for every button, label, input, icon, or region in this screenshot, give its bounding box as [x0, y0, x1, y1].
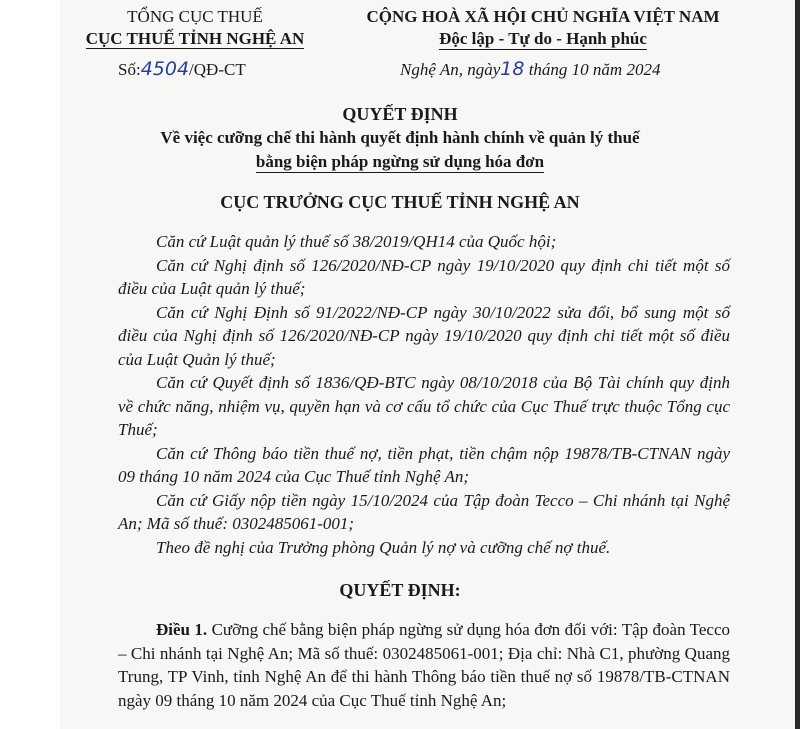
subject-line-2: bằng biện pháp ngừng sử dụng hóa đơn	[255, 152, 545, 171]
document-subject	[0, 126, 800, 174]
article-1	[118, 618, 730, 712]
document-title: QUYẾT ĐỊNH	[342, 104, 458, 124]
issue-date-suffix: tháng 10 năm 2024	[528, 60, 661, 79]
legal-basis-item: Căn cứ Luật quản lý thuế số 38/2019/QH14 của Quốc hội;	[156, 232, 557, 251]
country-name: CỘNG HOÀ XÃ HỘI CHỦ NGHĨA VIỆT NAM	[366, 7, 720, 26]
legal-basis-item: Căn cứ Giấy nộp tiền ngày 15/10/2024 của Tập đoàn Tecco – Chi nhánh tại Nghệ An; Mã số thuế: 0302485061-001;	[118, 490, 730, 533]
legal-basis-item: Căn cứ Quyết định số 1836/QĐ-BTC ngày 08/10/2018 của Bộ Tài chính quy định về chức năng, nhiệm vụ, quyền hạn và cơ cấu tổ chức của Cục Thuế trực thuộc Tổng cục Thuế;	[118, 373, 730, 439]
document-number-handwritten: 4504	[140, 58, 190, 80]
agency-name	[65, 28, 325, 50]
legal-basis-item: Căn cứ Thông báo tiền thuế nợ, tiền phạt, tiền chậm nộp 19878/TB-CTNAN ngày 09 tháng 10 năm 2024 của Cục Thuế tỉnh Nghệ An;	[118, 443, 730, 486]
article-1-label: Điều 1.	[156, 620, 208, 639]
issuing-agency-block	[65, 6, 325, 50]
document-number-prefix: Số:	[118, 60, 141, 79]
issue-date-prefix: Nghệ An, ngày	[400, 60, 501, 79]
decision-heading: QUYẾT ĐỊNH:	[339, 580, 461, 600]
issue-date-day-handwritten: 18	[500, 58, 525, 80]
agency-name-text: CỤC THUẾ TỈNH NGHỆ AN	[85, 29, 305, 48]
document-number	[118, 58, 246, 80]
legal-basis-item: Theo đề nghị của Trưởng phòng Quản lý nợ và cưỡng chế nợ thuế.	[156, 537, 611, 557]
legal-bases	[118, 230, 730, 559]
national-header-block	[358, 6, 728, 50]
parent-agency-name: TỔNG CỤC THUẾ	[127, 7, 263, 26]
article-1-paragraph	[118, 618, 730, 712]
document-number-suffix: /QĐ-CT	[189, 60, 246, 79]
subject-line-1: Về việc cưỡng chế thi hành quyết định hành chính về quản lý thuế	[160, 128, 640, 147]
issue-date	[400, 58, 660, 80]
article-1-text: Cưỡng chế bằng biện pháp ngừng sử dụng hóa đơn đối với: Tập đoàn Tecco – Chi nhánh tại Nghệ An; Mã số thuế: 0302485061-001; Địa chỉ: Nhà C1, phường Quang Trung, TP Vinh, tỉnh Nghệ An để thi hành Thông báo tiền thuế nợ số 19878/TB-CTNAN ngày 09 tháng 10 năm 2024 của Cục Thuế tỉnh Nghệ An;	[118, 620, 731, 710]
issuing-authority: CỤC TRƯỞNG CỤC THUẾ TỈNH NGHỆ AN	[220, 192, 580, 212]
legal-basis-item: Căn cứ Nghị Định số 91/2022/NĐ-CP ngày 30/10/2022 sửa đổi, bổ sung một số điều của Nghị định số 126/2020/NĐ-CP ngày 19/10/2020 quy định chi tiết một số điều của Luật Quản lý thuế;	[118, 302, 730, 369]
national-motto: Độc lập - Tự do - Hạnh phúc	[439, 29, 647, 48]
legal-basis-item: Căn cứ Nghị định số 126/2020/NĐ-CP ngày 19/10/2020 quy định chi tiết một số điều của Luật quản lý thuế;	[118, 255, 730, 298]
